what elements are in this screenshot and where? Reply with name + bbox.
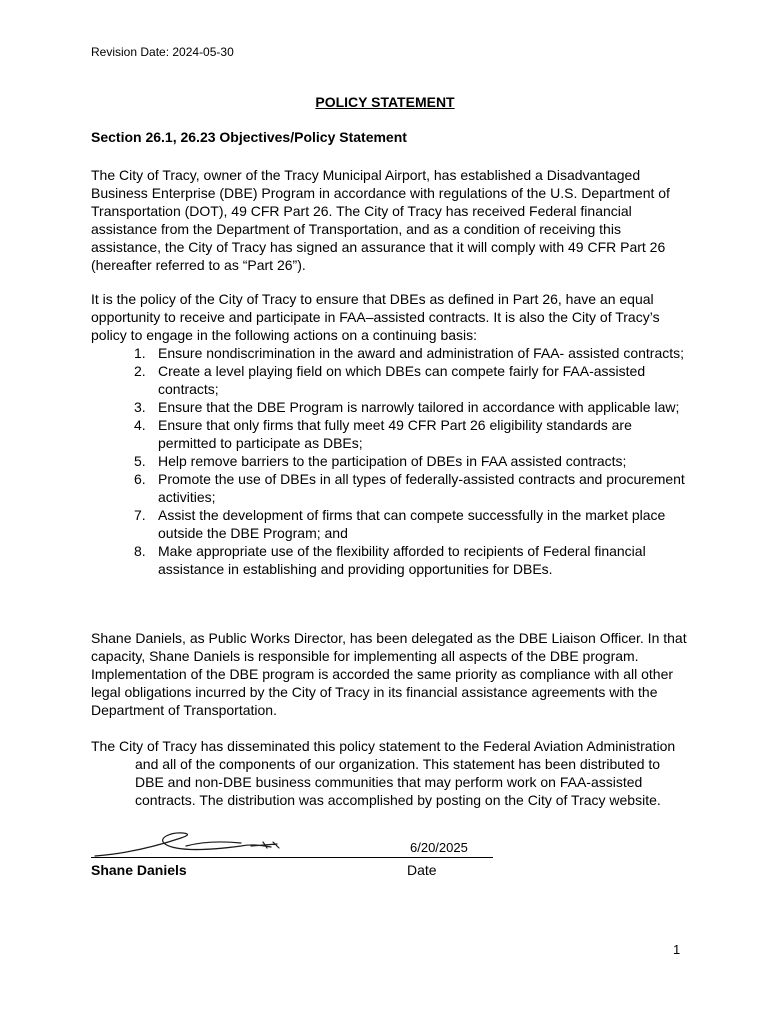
- page-title: POLICY STATEMENT: [315, 94, 455, 110]
- list-item-text: Promote the use of DBEs in all types of federally-assisted contracts and procurement activities;: [158, 471, 685, 505]
- list-item-number: 5.: [134, 453, 146, 469]
- list-item-number: 6.: [134, 471, 146, 487]
- list-item-text: Ensure that the DBE Program is narrowly tailored in accordance with applicable law;: [158, 399, 680, 415]
- paragraph-dissemination: [91, 737, 691, 809]
- list-item-number: 7.: [134, 507, 146, 523]
- date-label: Date: [407, 862, 437, 878]
- list-item-text: Help remove barriers to the participation of DBEs in FAA assisted contracts;: [158, 453, 627, 469]
- paragraph-liaison-officer: Shane Daniels, as Public Works Director, has been delegated as the DBE Liaison Officer. In that capacity, Shane Daniels is responsible for implementing all aspects of the DBE program. Implementation of the DBE program is accorded the same priority as compliance with all other legal obligations incurred by the City of Tracy in its financial assistance agreements with the Department of Transportation.: [91, 630, 687, 718]
- list-item: [134, 398, 694, 416]
- page-number: 1: [673, 942, 681, 957]
- list-item-text: Assist the development of firms that can compete successfully in the market place outside the DBE Program; and: [158, 507, 666, 541]
- list-item-number: 2.: [134, 363, 146, 379]
- list-item: [134, 452, 694, 470]
- revision-date: Revision Date: 2024-05-30: [91, 45, 234, 59]
- signature-date-value: 6/20/2025: [410, 840, 468, 855]
- list-item: [134, 344, 694, 362]
- list-item: [134, 416, 694, 452]
- list-item: [134, 470, 694, 506]
- list-item-text: Create a level playing field on which DBEs can compete fairly for FAA-assisted contracts;: [158, 363, 646, 397]
- signature-line: [91, 857, 493, 858]
- paragraph-program-overview: The City of Tracy, owner of the Tracy Municipal Airport, has established a Disadvantaged Business Enterprise (DBE) Program in accordance with regulations of the U.S. Department of Transportation (DOT), 49 CFR Part 26. The City of Tracy has received Federal financial assistance from the Department of Transportation, and as a condition of receiving this assistance, the City of Tracy has signed an assurance that it will comply with 49 CFR Part 26 (hereafter referred to as “Part 26”).: [91, 167, 670, 273]
- paragraph-policy-intro: It is the policy of the City of Tracy to ensure that DBEs as defined in Part 26, have an equal opportunity to receive and participate in FAA–assisted contracts. It is also the City of Tracy’s policy to engage in the following actions on a continuing basis:: [91, 291, 660, 343]
- handwritten-signature: [91, 826, 291, 860]
- list-item-text: Ensure nondiscrimination in the award and administration of FAA- assisted contracts;: [158, 345, 685, 361]
- list-item-number: 4.: [134, 417, 146, 433]
- list-item-text: Ensure that only firms that fully meet 49 CFR Part 26 eligibility standards are permitted to participate as DBEs;: [158, 417, 632, 451]
- policy-actions-list: [134, 344, 694, 578]
- list-item: [134, 506, 694, 542]
- signatory-name: Shane Daniels: [91, 862, 187, 878]
- paragraph-dissemination-text: The City of Tracy has disseminated this policy statement to the Federal Aviation Administration and all of the components of our organization. This statement has been distributed to DBE and non-DBE business communities that may perform work on FAA-assisted contracts. The distribution was accomplished by posting on the City of Tracy website.: [91, 738, 676, 808]
- signature-block: [91, 826, 493, 886]
- list-item: [134, 362, 694, 398]
- list-item-text: Make appropriate use of the flexibility afforded to recipients of Federal financial assistance in establishing and providing opportunities for DBEs.: [158, 543, 646, 577]
- list-item: [134, 542, 694, 578]
- section-heading: Section 26.1, 26.23 Objectives/Policy Statement: [91, 129, 407, 145]
- list-item-number: 8.: [134, 543, 146, 559]
- list-item-number: 3.: [134, 399, 146, 415]
- list-item-number: 1.: [134, 345, 146, 361]
